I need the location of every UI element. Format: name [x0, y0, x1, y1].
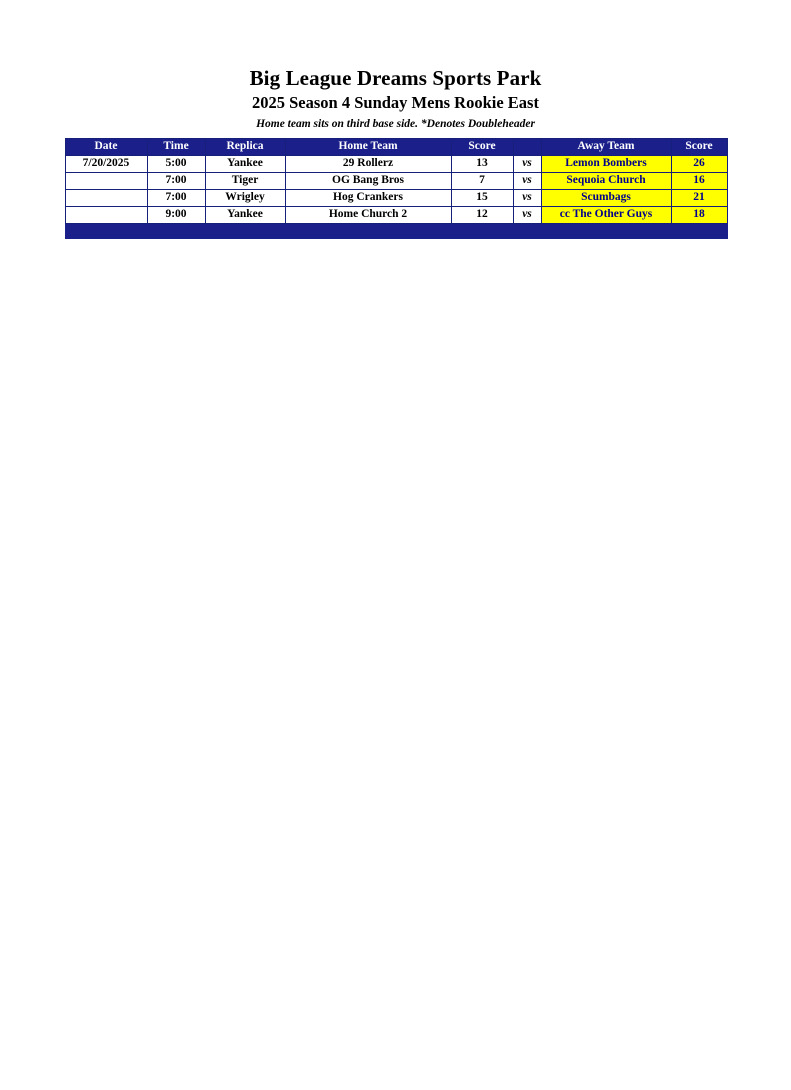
- cell-home-team: Hog Crankers: [285, 189, 451, 206]
- column-header-replica: Replica: [205, 138, 285, 155]
- table-row: [65, 206, 727, 223]
- footer-cell: [541, 223, 671, 238]
- schedule-table: [65, 138, 728, 239]
- cell-away-team: cc The Other Guys: [541, 206, 671, 223]
- cell-away-team: Sequoia Church: [541, 172, 671, 189]
- cell-vs: vs: [513, 206, 541, 223]
- document-page: [0, 66, 791, 1090]
- cell-home-team: 29 Rollerz: [285, 155, 451, 172]
- cell-away-team: Lemon Bombers: [541, 155, 671, 172]
- column-header-time: Time: [147, 138, 205, 155]
- footer-cell: [147, 223, 205, 238]
- table-header-row: [65, 138, 727, 155]
- cell-home-score: 13: [451, 155, 513, 172]
- cell-date: [65, 206, 147, 223]
- footer-cell: [65, 223, 147, 238]
- footer-cell: [451, 223, 513, 238]
- table-row: [65, 189, 727, 206]
- table-row: [65, 172, 727, 189]
- cell-date: 7/20/2025: [65, 155, 147, 172]
- cell-home-team: Home Church 2: [285, 206, 451, 223]
- cell-time: 7:00: [147, 172, 205, 189]
- cell-away-team: Scumbags: [541, 189, 671, 206]
- footer-cell: [205, 223, 285, 238]
- column-header-home-score: Score: [451, 138, 513, 155]
- schedule-table-wrapper: [65, 138, 727, 239]
- cell-vs: vs: [513, 189, 541, 206]
- cell-time: 9:00: [147, 206, 205, 223]
- cell-vs: vs: [513, 172, 541, 189]
- page-subtitle: 2025 Season 4 Sunday Mens Rookie East: [252, 93, 539, 113]
- cell-away-score: 21: [671, 189, 727, 206]
- cell-replica: Wrigley: [205, 189, 285, 206]
- cell-home-score: 12: [451, 206, 513, 223]
- title-block: [0, 66, 791, 130]
- table-row: [65, 155, 727, 172]
- cell-replica: Yankee: [205, 206, 285, 223]
- footer-cell: [671, 223, 727, 238]
- column-header-vs: [513, 138, 541, 155]
- cell-replica: Yankee: [205, 155, 285, 172]
- cell-away-score: 18: [671, 206, 727, 223]
- cell-home-score: 15: [451, 189, 513, 206]
- cell-replica: Tiger: [205, 172, 285, 189]
- cell-home-score: 7: [451, 172, 513, 189]
- column-header-away-score: Score: [671, 138, 727, 155]
- column-header-date: Date: [65, 138, 147, 155]
- cell-home-team: OG Bang Bros: [285, 172, 451, 189]
- cell-date: [65, 172, 147, 189]
- cell-date: [65, 189, 147, 206]
- footer-cell: [285, 223, 451, 238]
- cell-away-score: 16: [671, 172, 727, 189]
- table-footer-row: [65, 223, 727, 238]
- cell-time: 7:00: [147, 189, 205, 206]
- cell-time: 5:00: [147, 155, 205, 172]
- page-title: Big League Dreams Sports Park: [249, 66, 542, 90]
- cell-vs: vs: [513, 155, 541, 172]
- cell-away-score: 26: [671, 155, 727, 172]
- column-header-away-team: Away Team: [541, 138, 671, 155]
- page-note: Home team sits on third base side. *Denotes Doubleheader: [256, 117, 535, 130]
- column-header-home-team: Home Team: [285, 138, 451, 155]
- footer-cell: [513, 223, 541, 238]
